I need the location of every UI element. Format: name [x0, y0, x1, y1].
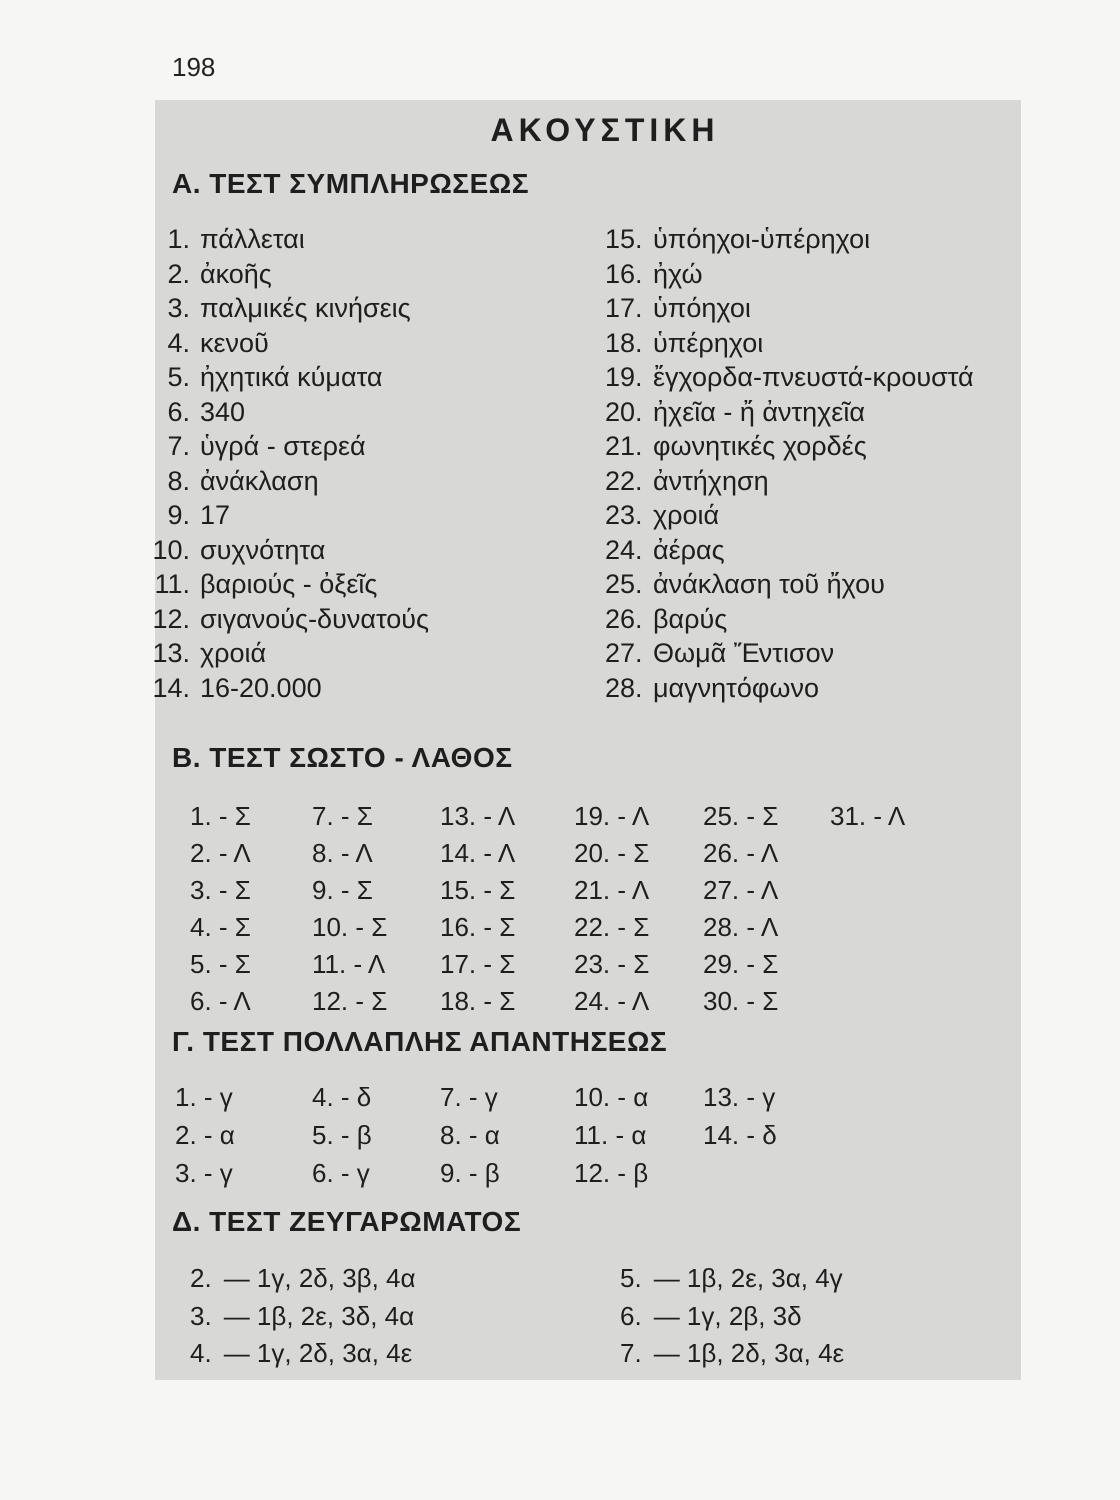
answer-item: 29. - Σ: [703, 949, 779, 979]
list-item: [605, 360, 974, 395]
answer-item: 9. - Σ: [312, 875, 373, 905]
item-number: 25.: [605, 569, 643, 599]
answer-item: 4. - Σ: [190, 912, 251, 942]
section-a-left-list: [148, 222, 429, 705]
item-answer: ὑπόηχοι: [653, 293, 751, 323]
item-number: 4.: [190, 1338, 212, 1368]
section-b-heading: Β. ΤΕΣΤ ΣΩΣΤΟ - ΛΑΘΟΣ: [172, 742, 513, 773]
answer-item: 8. - Λ: [312, 838, 373, 868]
answer-item: 20. - Σ: [574, 838, 650, 868]
page-title: ΑΚΟΥΣΤΙΚΗ: [490, 112, 720, 148]
item-number: 2.: [190, 1263, 212, 1293]
answer-item: 3. - γ: [175, 1158, 233, 1188]
item-answer: Θωμᾶ Ἔντισον: [653, 638, 835, 668]
item-number: 15.: [605, 224, 643, 254]
answer-column: [574, 1078, 648, 1192]
answer-item: 28. - Λ: [703, 912, 779, 942]
list-item: [148, 602, 429, 637]
item-answer: 340: [200, 396, 246, 427]
item-number: 16.: [605, 258, 643, 289]
list-item: [148, 533, 429, 568]
answer-item: 8. - α: [440, 1120, 500, 1150]
list-item: [148, 395, 429, 430]
item-number: 7.: [620, 1338, 642, 1368]
list-item: [148, 360, 429, 395]
item-number: 28.: [605, 672, 643, 703]
item-answer: ὑπόηχοι-ὑπέρηχοι: [653, 224, 871, 254]
item-answer: — 1β, 2δ, 3α, 4ε: [653, 1338, 845, 1368]
list-item: [148, 326, 429, 361]
list-item: [148, 567, 429, 602]
answer-item: 5. - Σ: [190, 949, 251, 979]
item-number: 24.: [605, 534, 643, 565]
item-number: 2.: [167, 258, 190, 289]
answer-item: 18. - Σ: [440, 986, 516, 1016]
answer-item: 4. - δ: [312, 1082, 372, 1112]
answer-item: 14. - Λ: [440, 838, 516, 868]
answer-column: [830, 798, 905, 835]
item-answer: χροιά: [653, 500, 720, 530]
list-item: [148, 498, 429, 533]
answer-item: 27. - Λ: [703, 875, 779, 905]
item-answer: ἠχεῖα - ἤ ἀντηχεῖα: [653, 396, 865, 427]
item-number: 19.: [605, 362, 643, 392]
answer-item: 5. - β: [312, 1120, 372, 1150]
answer-column: [312, 1078, 372, 1192]
section-a-right-list: [605, 222, 974, 705]
answer-item: 11. - α: [574, 1120, 647, 1150]
list-item: [605, 257, 974, 292]
item-answer: ἠχώ: [653, 258, 703, 289]
item-number: 20.: [605, 396, 643, 427]
answer-item: 7. - Σ: [312, 801, 373, 831]
item-number: 6.: [620, 1300, 642, 1331]
item-number: 6.: [167, 396, 190, 427]
item-answer: 17: [200, 500, 231, 530]
answer-item: 15. - Σ: [440, 875, 516, 905]
answer-item: 10. - α: [574, 1082, 649, 1112]
item-answer: μαγνητόφωνο: [653, 672, 819, 703]
section-c-heading: Γ. ΤΕΣΤ ΠΟΛΛΑΠΛΗΣ ΑΠΑΝΤΗΣΕΩΣ: [172, 1026, 668, 1057]
list-item: [605, 533, 974, 568]
list-item: [605, 498, 974, 533]
item-answer: ὑπέρηχοι: [653, 327, 764, 358]
answer-item: 6. - Λ: [190, 986, 251, 1016]
item-answer: κενοῦ: [200, 327, 269, 358]
item-number: 8.: [167, 465, 190, 496]
list-item: [190, 1260, 416, 1298]
answer-item: 30. - Σ: [703, 986, 779, 1016]
answer-item: 2. - α: [175, 1120, 235, 1150]
answer-item: 14. - δ: [703, 1120, 777, 1150]
answer-column: [312, 798, 387, 1020]
answer-item: 1. - γ: [175, 1082, 233, 1112]
item-number: 13.: [152, 638, 190, 668]
list-item: [620, 1298, 844, 1336]
answer-item: 2. - Λ: [190, 838, 251, 868]
section-d-left-list: [190, 1260, 416, 1373]
answer-item: 9. - β: [440, 1158, 500, 1188]
item-answer: ἀνάκλαση τοῦ ἤχου: [653, 569, 885, 599]
item-number: 12.: [152, 603, 190, 634]
list-item: [605, 222, 974, 257]
list-item: [605, 395, 974, 430]
item-number: 1.: [167, 224, 190, 254]
list-item: [620, 1335, 844, 1373]
answer-item: 10. - Σ: [312, 912, 388, 942]
answer-column: [703, 1078, 777, 1154]
item-answer: παλμικές κινήσεις: [200, 293, 411, 323]
answer-item: 31. - Λ: [830, 801, 906, 831]
answer-item: 26. - Λ: [703, 838, 779, 868]
list-item: [148, 291, 429, 326]
item-answer: βαρύς: [653, 603, 728, 634]
list-item: [148, 257, 429, 292]
item-answer: χροιά: [200, 638, 267, 668]
item-answer: ἀντήχηση: [653, 465, 769, 496]
item-number: 3.: [190, 1300, 212, 1331]
list-item: [605, 602, 974, 637]
answer-item: 6. - γ: [312, 1158, 370, 1188]
item-answer: — 1γ, 2δ, 3α, 4ε: [223, 1338, 413, 1368]
answer-item: 19. - Λ: [574, 801, 650, 831]
item-number: 11.: [154, 569, 190, 599]
item-answer: — 1γ, 2β, 3δ: [653, 1300, 802, 1331]
item-answer: — 1γ, 2δ, 3β, 4α: [223, 1263, 416, 1293]
section-d-right-list: [620, 1260, 844, 1373]
answer-column: [574, 798, 649, 1020]
page-number: 198: [172, 52, 216, 82]
answer-item: 23. - Σ: [574, 949, 650, 979]
list-item: [605, 291, 974, 326]
item-answer: ἀκοῆς: [200, 258, 272, 289]
item-number: 22.: [605, 465, 643, 496]
answer-item: 21. - Λ: [574, 875, 650, 905]
list-item: [605, 636, 974, 671]
item-answer: ἔγχορδα-πνευστά-κρουστά: [653, 362, 974, 392]
answer-item: 13. - γ: [703, 1082, 776, 1112]
list-item: [148, 671, 429, 706]
item-number: 10.: [152, 534, 190, 565]
answer-item: 17. - Σ: [440, 949, 516, 979]
item-number: 5.: [620, 1263, 642, 1293]
answer-item: 12. - β: [574, 1158, 649, 1188]
list-item: [605, 429, 974, 464]
list-item: [148, 636, 429, 671]
item-number: 26.: [605, 603, 643, 634]
item-answer: βαριούς - ὀξεῖς: [200, 569, 378, 599]
answer-item: 3. - Σ: [190, 875, 251, 905]
answer-column: [175, 1078, 235, 1192]
item-number: 4.: [167, 327, 190, 358]
item-answer: πάλλεται: [200, 224, 305, 254]
answer-item: 16. - Σ: [440, 912, 516, 942]
item-number: 7.: [167, 431, 190, 461]
answer-item: 22. - Σ: [574, 912, 650, 942]
item-number: 27.: [605, 638, 643, 668]
item-answer: σιγανούς-δυνατούς: [200, 603, 430, 634]
answer-column: [703, 798, 778, 1020]
answer-item: 24. - Λ: [574, 986, 650, 1016]
item-answer: ἀνάκλαση: [200, 465, 319, 496]
item-answer: — 1β, 2ε, 3α, 4γ: [653, 1263, 843, 1293]
item-number: 5.: [167, 362, 190, 392]
item-number: 23.: [605, 500, 643, 530]
item-answer: — 1β, 2ε, 3δ, 4α: [223, 1300, 415, 1331]
item-answer: ὑγρά - στερεά: [200, 431, 366, 461]
item-number: 9.: [167, 500, 190, 530]
item-answer: ἀέρας: [653, 534, 725, 565]
item-answer: φωνητικές χορδές: [653, 431, 867, 461]
list-item: [605, 567, 974, 602]
item-answer: ἠχητικά κύματα: [200, 362, 383, 392]
answer-column: [440, 798, 515, 1020]
list-item: [148, 429, 429, 464]
answer-item: 13. - Λ: [440, 801, 516, 831]
item-answer: 16-20.000: [200, 672, 322, 703]
section-a-heading: Α. ΤΕΣΤ ΣΥΜΠΛΗΡΩΣΕΩΣ: [172, 168, 530, 199]
item-number: 17.: [605, 293, 643, 323]
section-d-heading: Δ. ΤΕΣΤ ΖΕΥΓΑΡΩΜΑΤΟΣ: [172, 1206, 522, 1237]
list-item: [190, 1335, 416, 1373]
list-item: [148, 464, 429, 499]
item-number: 3.: [167, 293, 190, 323]
list-item: [148, 222, 429, 257]
answer-item: 25. - Σ: [703, 801, 779, 831]
list-item: [620, 1260, 844, 1298]
answer-column: [190, 798, 251, 1020]
answer-item: 1. - Σ: [190, 801, 251, 831]
list-item: [605, 464, 974, 499]
list-item: [605, 671, 974, 706]
list-item: [605, 326, 974, 361]
answer-column: [440, 1078, 500, 1192]
item-number: 18.: [605, 327, 643, 358]
item-number: 21.: [605, 431, 643, 461]
answer-item: 7. - γ: [440, 1082, 498, 1112]
answer-item: 11. - Λ: [312, 949, 386, 979]
item-number: 14.: [152, 672, 190, 703]
item-answer: συχνότητα: [200, 534, 326, 565]
list-item: [190, 1298, 416, 1336]
answer-item: 12. - Σ: [312, 986, 388, 1016]
